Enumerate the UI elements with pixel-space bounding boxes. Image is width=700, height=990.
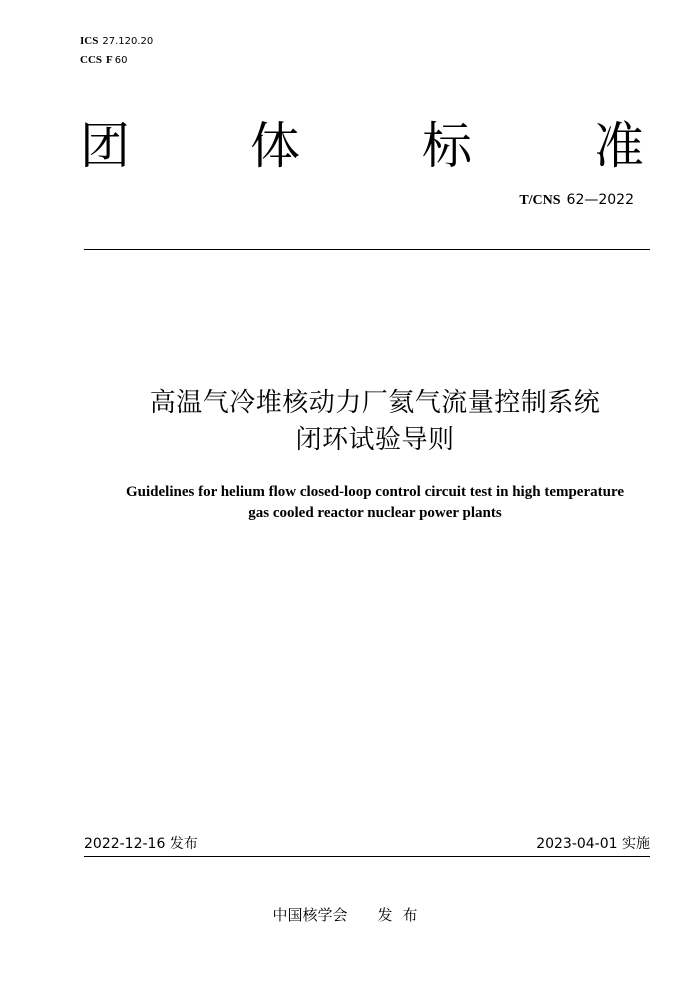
ics-value: 27.120.20: [102, 36, 154, 47]
standard-number-value: 62—2022: [566, 192, 634, 208]
title-en-line2: gas cooled reactor nuclear power plants: [248, 505, 502, 521]
header-divider: [84, 249, 650, 250]
title-cn-line1: 高温气冷堆核动力厂氦气流量控制系统: [149, 388, 601, 418]
banner-char-1: 团: [80, 117, 130, 175]
ccs-label: CCS: [80, 54, 103, 66]
ccs-number: 60: [114, 55, 128, 66]
title-cn-line2: 闭环试验导则: [295, 425, 455, 455]
banner-char-4: 准: [594, 117, 644, 175]
ccs-letter: F: [106, 54, 113, 66]
standard-number-prefix: T/CNS: [519, 193, 561, 208]
ics-line: [80, 34, 153, 49]
title-en-line1: Guidelines for helium flow closed-loop control circuit test in high temperature: [125, 484, 625, 500]
standard-number: [519, 191, 634, 210]
banner-char-2: 体: [250, 117, 300, 175]
ccs-line: [80, 53, 127, 68]
implement-date: 2023-04-01 实施: [536, 836, 650, 852]
ics-label: ICS: [80, 35, 99, 47]
banner-char-3: 标: [422, 117, 472, 175]
publisher-action: 发布: [377, 906, 428, 924]
footer-divider: [84, 856, 650, 857]
publisher-org: 中国核学会: [272, 906, 348, 924]
publisher-line: [0, 905, 700, 925]
publish-date: 2022-12-16 发布: [84, 836, 198, 852]
